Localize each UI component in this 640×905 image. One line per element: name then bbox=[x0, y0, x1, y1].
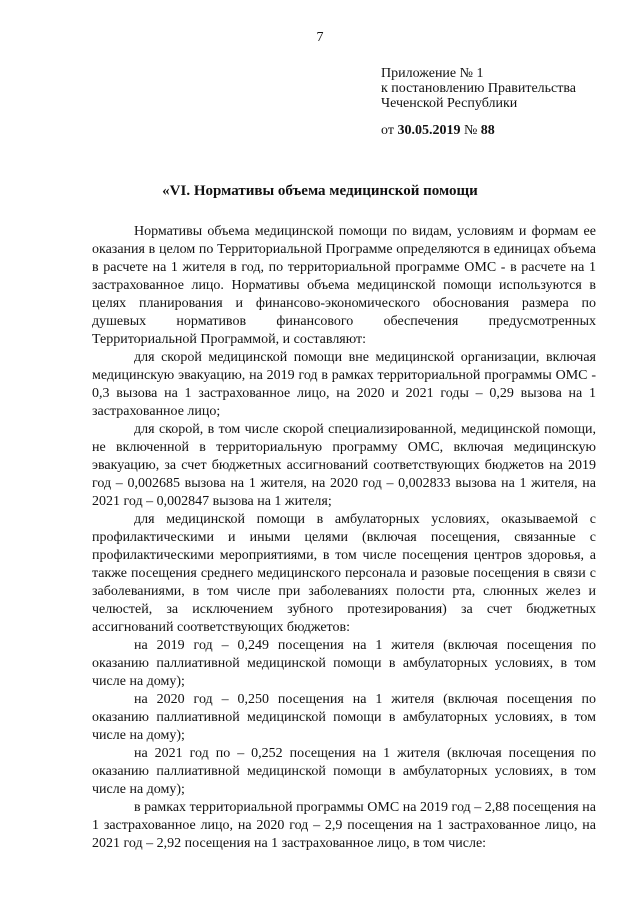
paragraph: на 2021 год по – 0,252 посещения на 1 жителя (включая посещения по оказанию паллиативной медицинской помощи в амбулаторных условиях, в том числе на дому); bbox=[92, 746, 596, 797]
republic-label: Чеченской Республики bbox=[381, 96, 518, 111]
approval-block bbox=[381, 66, 631, 138]
paragraph: Нормативы объема медицинской помощи по видам, условиям и формам ее оказания в целом по Территориальной Программе определяются в единицах объема в расчете на 1 жителя в год, по территориальной программе ОМС - в расчете на 1 застрахованное лицо. Нормативы объема медицинской помощи используются в целях планирования и финансово-экономического обоснования размера по душевых нормативов финансового обеспечения предусмотренных Территориальной Программой, и составляют: bbox=[92, 224, 596, 347]
number-prefix: № bbox=[463, 123, 478, 138]
paragraph: для скорой медицинской помощи вне медицинской организации, включая медицинскую эвакуацию, на 2019 год в рамках территориальной программы ОМС - 0,3 вызова на 1 застрахованное лицо, на 2020 и 2021 годы – 0,29 вызова на 1 застрахованное лицо; bbox=[92, 350, 596, 419]
resolution-label: к постановлению Правительства bbox=[381, 81, 577, 96]
paragraph: в рамках территориальной программы ОМС на 2019 год – 2,88 посещения на 1 застрахованное лицо, на 2020 год – 2,9 посещения на 1 застрахованное лицо, на 2021 год – 2,92 посещения на 1 застрахованное лицо, в том числе: bbox=[92, 800, 596, 851]
paragraph: на 2020 год – 0,250 посещения на 1 жителя (включая посещения по оказанию паллиативной медицинской помощи в амбулаторных условиях, в том числе на дому); bbox=[92, 692, 596, 743]
paragraph: для скорой, в том числе скорой специализированной, медицинской помощи, не включенной в территориальную программу ОМС, включая медицинскую эвакуацию, за счет бюджетных ассигнований соответствующих бюджетов на 2019 год – 0,002685 вызова на 1 жителя, на 2020 год – 0,002833 вызова на 1 жителя, на 2021 год – 0,002847 вызова на 1 жителя; bbox=[92, 422, 596, 509]
paragraph: для медицинской помощи в амбулаторных условиях, оказываемой с профилактическими и иными целями (включая посещения, связанные с профилактическими мероприятиями, в том числе посещения центров здоровья, а также посещения среднего медицинского персонала и разовые посещения в связи с заболеваниями, в том числе при заболеваниях полости рта, слюнных желез и челюстей, за исключением зубного протезирования) за счет бюджетных ассигнований соответствующих бюджетов: bbox=[92, 512, 596, 635]
paragraph: на 2019 год – 0,249 посещения на 1 жителя (включая посещения по оказанию паллиативной медицинской помощи в амбулаторных условиях, в том числе на дому); bbox=[92, 638, 596, 689]
appendix-label: Приложение № 1 bbox=[381, 66, 484, 81]
page-number: 7 bbox=[316, 30, 324, 45]
date-prefix: от bbox=[381, 123, 394, 138]
resolution-date-line bbox=[381, 123, 631, 138]
section-title: «VI. Нормативы объема медицинской помощи bbox=[162, 183, 478, 199]
resolution-number: 88 bbox=[480, 123, 495, 138]
body-text bbox=[92, 223, 596, 853]
resolution-date: 30.05.2019 bbox=[397, 123, 461, 138]
